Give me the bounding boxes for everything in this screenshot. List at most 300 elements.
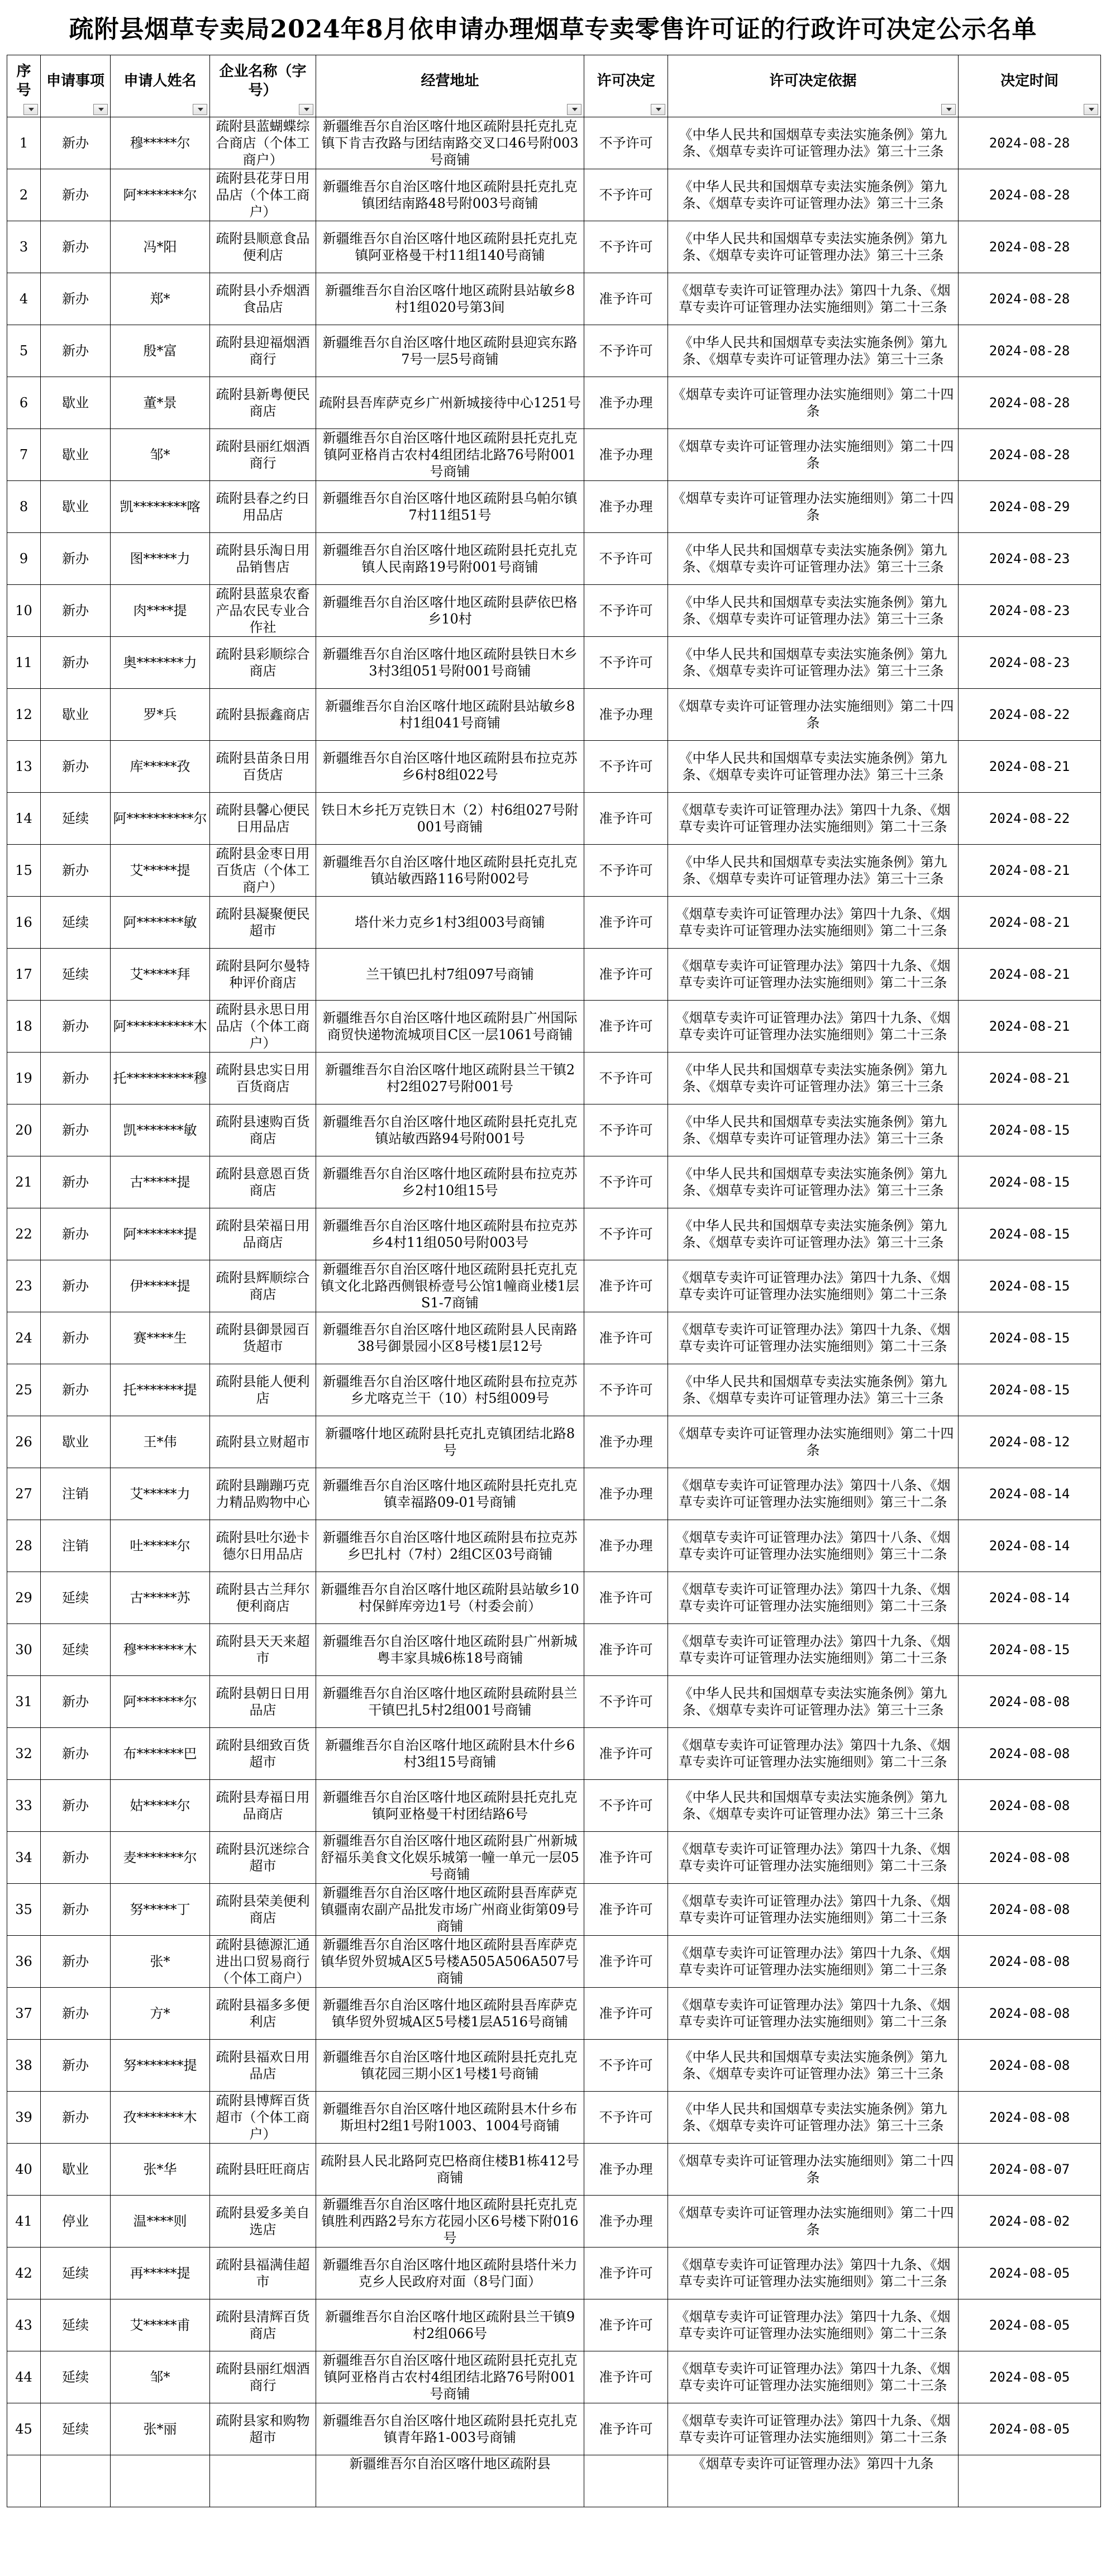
cell-date: 2024-08-21: [959, 1001, 1101, 1053]
cell-item: 歇业: [41, 481, 111, 533]
cell-name: 冯*阳: [111, 221, 210, 273]
cell-basis: 《烟草专卖许可证管理办法实施细则》第二十四条: [668, 689, 959, 741]
cell-name: 凯*******敏: [111, 1104, 210, 1156]
cell-company: 疏附县花芽日用品店（个体工商户）: [210, 169, 316, 221]
table-row: [7, 169, 1101, 221]
cell-name: 麦*******尔: [111, 1832, 210, 1884]
filter-dropdown-button[interactable]: [567, 104, 581, 115]
cell-company: 疏附县顺意食品便利店: [210, 221, 316, 273]
filter-dropdown-button[interactable]: [193, 104, 207, 115]
cell-decision: 不予许可: [584, 1053, 668, 1104]
cell-date: 2024-08-02: [959, 2196, 1101, 2248]
cell-date: 2024-08-08: [959, 1988, 1101, 2040]
cell-name: 托*******提: [111, 1364, 210, 1416]
cell-item: 新办: [41, 1676, 111, 1728]
cell-address: 新疆维吾尔自治区喀什地区疏附县铁日木乡3村3组051号附001号商铺: [316, 637, 584, 689]
cell-company: 疏附县清辉百货商店: [210, 2299, 316, 2351]
header-name: 申请人姓名: [111, 55, 210, 117]
permit-table: [7, 55, 1101, 2507]
cell-basis: 《中华人民共和国烟草专卖法实施条例》第九条、《烟草专卖许可证管理办法》第三十三条: [668, 1156, 959, 1208]
cell-date: 2024-08-21: [959, 949, 1101, 1001]
cell-basis: 《中华人民共和国烟草专卖法实施条例》第九条、《烟草专卖许可证管理办法》第三十三条: [668, 845, 959, 897]
cell-decision: 准予许可: [584, 1001, 668, 1053]
cell-decision: 准予许可: [584, 1624, 668, 1676]
cell-no: 11: [7, 637, 41, 689]
cell-name: 王*伟: [111, 1416, 210, 1468]
cell-address: 新疆维吾尔自治区喀什地区疏附县吾库萨克镇疆南农副产品批发市场广州商业街第09号商铺: [316, 1884, 584, 1936]
cell-name: 张*华: [111, 2144, 210, 2196]
table-row: [7, 1364, 1101, 1416]
cell-basis: 《烟草专卖许可证管理办法实施细则》第二十四条: [668, 2144, 959, 2196]
cell-no: 19: [7, 1053, 41, 1104]
cell-no: 26: [7, 1416, 41, 1468]
cell-item: 新办: [41, 221, 111, 273]
cell-basis: 《烟草专卖许可证管理办法实施细则》第二十四条: [668, 377, 959, 429]
cell-address: 新疆维吾尔自治区喀什地区疏附县广州新城粤丰家具城6栋18号商铺: [316, 1624, 584, 1676]
table-row: [7, 117, 1101, 169]
cell-company: 疏附县乐淘日用品销售店: [210, 533, 316, 585]
cell-item: 歇业: [41, 377, 111, 429]
cell-item: 新办: [41, 1208, 111, 1260]
cell-decision: 准予许可: [584, 1260, 668, 1312]
cell-address: 铁日木乡托万克铁日木（2）村6组027号附001号商铺: [316, 793, 584, 845]
table-row: [7, 637, 1101, 689]
cell-no: 7: [7, 429, 41, 481]
header-row: [7, 55, 1101, 117]
cell-basis: 《烟草专卖许可证管理办法》第四十九条、《烟草专卖许可证管理办法实施细则》第二十三条: [668, 2403, 959, 2455]
cell-decision: 准予许可: [584, 1884, 668, 1936]
filter-dropdown-button[interactable]: [651, 104, 665, 115]
cell-basis: 《烟草专卖许可证管理办法》第四十八条、《烟草专卖许可证管理办法实施细则》第三十二条: [668, 1520, 959, 1572]
cell-decision: 不予许可: [584, 1104, 668, 1156]
cell-address: 新疆维吾尔自治区喀什地区疏附县布拉克苏乡2村10组15号: [316, 1156, 584, 1208]
cell-basis: 《中华人民共和国烟草专卖法实施条例》第九条、《烟草专卖许可证管理办法》第三十三条: [668, 1364, 959, 1416]
cell-company: 疏附县春之约日用品店: [210, 481, 316, 533]
cell-basis: 《烟草专卖许可证管理办法》第四十九条、《烟草专卖许可证管理办法实施细则》第二十三条: [668, 793, 959, 845]
cell-no: 21: [7, 1156, 41, 1208]
cell-date: 2024-08-08: [959, 1780, 1101, 1832]
cell-address: 新疆维吾尔自治区喀什地区疏附县兰干镇2村2组027号附001号: [316, 1053, 584, 1104]
table-row: [7, 2299, 1101, 2351]
cell-company: 疏附县新粤便民商店: [210, 377, 316, 429]
cell-no: 10: [7, 585, 41, 637]
cell-basis: 《烟草专卖许可证管理办法》第四十九条、《烟草专卖许可证管理办法实施细则》第二十三条: [668, 949, 959, 1001]
table-row: [7, 1624, 1101, 1676]
cell-no: 23: [7, 1260, 41, 1312]
cell-basis: 《中华人民共和国烟草专卖法实施条例》第九条、《烟草专卖许可证管理办法》第三十三条: [668, 637, 959, 689]
cell-date: 2024-08-08: [959, 1832, 1101, 1884]
cell-name: 孜*******木: [111, 2092, 210, 2144]
cell-basis: 《中华人民共和国烟草专卖法实施条例》第九条、《烟草专卖许可证管理办法》第三十三条: [668, 1780, 959, 1832]
cell-no: 5: [7, 325, 41, 377]
table-row: [7, 377, 1101, 429]
table-row: [7, 845, 1101, 897]
cell-item: 新办: [41, 1936, 111, 1988]
cell-basis: 《中华人民共和国烟草专卖法实施条例》第九条、《烟草专卖许可证管理办法》第三十三条: [668, 221, 959, 273]
cell-decision: 不予许可: [584, 741, 668, 793]
cell-item: 新办: [41, 585, 111, 637]
cell-item: 新办: [41, 741, 111, 793]
cell-date: 2024-08-15: [959, 1260, 1101, 1312]
cell-decision: 准予办理: [584, 429, 668, 481]
cell-date: 2024-08-23: [959, 533, 1101, 585]
cell-date: 2024-08-21: [959, 1053, 1101, 1104]
cell-address: 新疆维吾尔自治区喀什地区疏附县木什乡6村3组15号商铺: [316, 1728, 584, 1780]
cell-company: 疏附县荣美便利商店: [210, 1884, 316, 1936]
table-row: [7, 2144, 1101, 2196]
cell-company: 疏附县福多多便利店: [210, 1988, 316, 2040]
table-row: [7, 1208, 1101, 1260]
table-row: [7, 949, 1101, 1001]
cell-no: 3: [7, 221, 41, 273]
cell-no: 32: [7, 1728, 41, 1780]
cell-decision: 准予许可: [584, 793, 668, 845]
cell-company: 疏附县天天来超市: [210, 1624, 316, 1676]
cell-date: 2024-08-21: [959, 897, 1101, 949]
filter-dropdown-button[interactable]: [299, 104, 313, 115]
cell-basis: 《烟草专卖许可证管理办法实施细则》第二十四条: [668, 481, 959, 533]
cell-address: 新疆维吾尔自治区喀什地区疏附县托克扎克镇幸福路09-01号商铺: [316, 1468, 584, 1520]
cell-address: 新疆维吾尔自治区喀什地区疏附县迎宾东路7号一层5号商铺: [316, 325, 584, 377]
cell-no: 29: [7, 1572, 41, 1624]
cell-basis: 《烟草专卖许可证管理办法》第四十九条、《烟草专卖许可证管理办法实施细则》第二十三条: [668, 1312, 959, 1364]
cell-name: 艾*****拜: [111, 949, 210, 1001]
cell-address: 新疆维吾尔自治区喀什地区疏附县托克扎克镇阿亚格肖古农村4组团结北路76号附001号商铺: [316, 2351, 584, 2403]
filter-dropdown-button[interactable]: [93, 104, 108, 115]
cell-date: 2024-08-05: [959, 2248, 1101, 2299]
cell-address: 新疆维吾尔自治区喀什地区疏附县疏附县兰干镇巴扎5村2组001号商铺: [316, 1676, 584, 1728]
cell-basis: 《中华人民共和国烟草专卖法实施条例》第九条、《烟草专卖许可证管理办法》第三十三条: [668, 741, 959, 793]
cell-address: 新疆维吾尔自治区喀什地区疏附县托克扎克镇胜利西路2号东方花园小区6号楼下附016号: [316, 2196, 584, 2248]
cell-address: 新疆维吾尔自治区喀什地区疏附县布拉克苏乡尤喀克兰干（10）村5组009号: [316, 1364, 584, 1416]
table-row: [7, 1832, 1101, 1884]
cell-name: 邹*: [111, 429, 210, 481]
filter-dropdown-button[interactable]: [1084, 104, 1098, 115]
cell-basis: 《中华人民共和国烟草专卖法实施条例》第九条、《烟草专卖许可证管理办法》第三十三条: [668, 117, 959, 169]
header-basis: 许可决定依据: [668, 55, 959, 117]
cell-item: 延续: [41, 949, 111, 1001]
cell-item: 新办: [41, 637, 111, 689]
cell-basis: 《烟草专卖许可证管理办法实施细则》第二十四条: [668, 1416, 959, 1468]
cell-no: 8: [7, 481, 41, 533]
cell-address: 新疆维吾尔自治区喀什地区疏附县: [316, 2455, 584, 2507]
cell-company: 疏附县辉顺综合商店: [210, 1260, 316, 1312]
cell-no: 44: [7, 2351, 41, 2403]
cell-item: 新办: [41, 1364, 111, 1416]
cell-basis: 《烟草专卖许可证管理办法》第四十九条、《烟草专卖许可证管理办法实施细则》第二十三条: [668, 897, 959, 949]
cell-company: 疏附县丽红烟酒商行: [210, 2351, 316, 2403]
header-no: 序号: [7, 55, 41, 117]
cell-date: 2024-08-22: [959, 689, 1101, 741]
cell-no: 37: [7, 1988, 41, 2040]
table-row: [7, 1936, 1101, 1988]
cell-company: 疏附县阿尔曼特种评价商店: [210, 949, 316, 1001]
cell-decision: 准予办理: [584, 2144, 668, 2196]
cell-name: 凯********喀: [111, 481, 210, 533]
cell-company: 疏附县旺旺商店: [210, 2144, 316, 2196]
cell-decision: 准予许可: [584, 1832, 668, 1884]
cell-address: 疏附县吾库萨克乡广州新城接待中心1251号: [316, 377, 584, 429]
cell-date: 2024-08-29: [959, 481, 1101, 533]
cell-name: 艾*****力: [111, 1468, 210, 1520]
cell-decision: 不予许可: [584, 1156, 668, 1208]
cell-basis: 《烟草专卖许可证管理办法》第四十九条、《烟草专卖许可证管理办法实施细则》第二十三条: [668, 273, 959, 325]
cell-name: 阿*******提: [111, 1208, 210, 1260]
table-row: [7, 1988, 1101, 2040]
cell-company: 疏附县荣福日用品商店: [210, 1208, 316, 1260]
cell-company: 疏附县细致百货超市: [210, 1728, 316, 1780]
table-row: [7, 585, 1101, 637]
cell-name: 肉****提: [111, 585, 210, 637]
header-decision: 许可决定: [584, 55, 668, 117]
cell-date: 2024-08-05: [959, 2299, 1101, 2351]
cell-item: 延续: [41, 2351, 111, 2403]
cell-no: 18: [7, 1001, 41, 1053]
cell-name: 古*****提: [111, 1156, 210, 1208]
cell-basis: 《中华人民共和国烟草专卖法实施条例》第九条、《烟草专卖许可证管理办法》第三十三条: [668, 1104, 959, 1156]
cell-date: 2024-08-08: [959, 1884, 1101, 1936]
cell-basis: 《烟草专卖许可证管理办法实施细则》第二十四条: [668, 429, 959, 481]
cell-decision: 不予许可: [584, 1676, 668, 1728]
cell-item: 新办: [41, 2040, 111, 2092]
cell-decision: 准予办理: [584, 1520, 668, 1572]
cell-no: 4: [7, 273, 41, 325]
cell-company: [210, 2455, 316, 2507]
cell-decision: 不予许可: [584, 1208, 668, 1260]
cell-address: 新疆维吾尔自治区喀什地区疏附县木什乡布斯坦村2组1号附1003、1004号商铺: [316, 2092, 584, 2144]
cell-basis: 《中华人民共和国烟草专卖法实施条例》第九条、《烟草专卖许可证管理办法》第三十三条: [668, 585, 959, 637]
header-date: 决定时间: [959, 55, 1101, 117]
table-row: [7, 533, 1101, 585]
cell-company: 疏附县吐尔逊卡德尔日用品店: [210, 1520, 316, 1572]
cell-address: 新疆维吾尔自治区喀什地区疏附县托克扎克镇人民南路19号附001号商铺: [316, 533, 584, 585]
cell-item: 注销: [41, 1468, 111, 1520]
cell-date: 2024-08-28: [959, 169, 1101, 221]
cell-date: 2024-08-15: [959, 1364, 1101, 1416]
table-row: [7, 1676, 1101, 1728]
cell-name: 赛****生: [111, 1312, 210, 1364]
cell-item: 新办: [41, 1156, 111, 1208]
cell-company: 疏附县蓝泉农畜产品农民专业合作社: [210, 585, 316, 637]
header-company: 企业名称（字号）: [210, 55, 316, 117]
cell-decision: 不予许可: [584, 221, 668, 273]
cell-item: 新办: [41, 845, 111, 897]
cell-basis: 《烟草专卖许可证管理办法》第四十九条: [668, 2455, 959, 2507]
cell-item: 新办: [41, 533, 111, 585]
cell-decision: 准予办理: [584, 689, 668, 741]
cell-company: 疏附县迎福烟酒商行: [210, 325, 316, 377]
cell-date: 2024-08-15: [959, 1156, 1101, 1208]
cell-no: 36: [7, 1936, 41, 1988]
cell-decision: 不予许可: [584, 533, 668, 585]
cell-address: 新疆维吾尔自治区喀什地区疏附县兰干镇9村2组066号: [316, 2299, 584, 2351]
cell-item: 歇业: [41, 429, 111, 481]
table-row: [7, 1468, 1101, 1520]
cell-no: 40: [7, 2144, 41, 2196]
table-row: [7, 741, 1101, 793]
cell-item: 歇业: [41, 1416, 111, 1468]
cell-address: 疏附县人民北路阿克巴格商住楼B1栋412号商铺: [316, 2144, 584, 2196]
cell-company: 疏附县福欢日用品店: [210, 2040, 316, 2092]
table-row: [7, 689, 1101, 741]
cell-address: 新疆维吾尔自治区喀什地区疏附县萨依巴格乡10村: [316, 585, 584, 637]
cell-no: 14: [7, 793, 41, 845]
cell-no: 20: [7, 1104, 41, 1156]
cell-item: 歇业: [41, 689, 111, 741]
cell-decision: 不予许可: [584, 325, 668, 377]
cell-no: 2: [7, 169, 41, 221]
cell-name: 吐*****尔: [111, 1520, 210, 1572]
cell-no: 15: [7, 845, 41, 897]
cell-name: 再*****提: [111, 2248, 210, 2299]
cell-decision: 准予许可: [584, 2248, 668, 2299]
cell-address: 新疆喀什地区疏附县托克扎克镇团结北路8号: [316, 1416, 584, 1468]
cell-item: 新办: [41, 1260, 111, 1312]
cell-decision: 不予许可: [584, 1780, 668, 1832]
cell-company: 疏附县德源汇通进出口贸易商行（个体工商户）: [210, 1936, 316, 1988]
cell-address: 新疆维吾尔自治区喀什地区疏附县托克扎克镇阿亚格肖古农村4组团结北路76号附001号商铺: [316, 429, 584, 481]
cell-address: 新疆维吾尔自治区喀什地区疏附县广州国际商贸快递物流城项目C区一层1061号商铺: [316, 1001, 584, 1053]
cell-item: 新办: [41, 169, 111, 221]
cell-name: 努*******提: [111, 2040, 210, 2092]
cell-company: 疏附县永思日用品店（个体工商户）: [210, 1001, 316, 1053]
cell-decision: 准予办理: [584, 2196, 668, 2248]
cell-basis: 《烟草专卖许可证管理办法》第四十九条、《烟草专卖许可证管理办法实施细则》第二十三条: [668, 1832, 959, 1884]
cell-address: 新疆维吾尔自治区喀什地区疏附县托克扎克镇青年路1-003号商铺: [316, 2403, 584, 2455]
cell-name: 托**********穆: [111, 1053, 210, 1104]
cell-name: 殷*富: [111, 325, 210, 377]
table-row: [7, 273, 1101, 325]
cell-address: 新疆维吾尔自治区喀什地区疏附县站敏乡8村1组041号商铺: [316, 689, 584, 741]
cell-address: 新疆维吾尔自治区喀什地区疏附县吾库萨克镇华贸外贸城A区5号楼A505A506A507号商铺: [316, 1936, 584, 1988]
cell-date: 2024-08-28: [959, 325, 1101, 377]
cell-no: 39: [7, 2092, 41, 2144]
cell-no: 45: [7, 2403, 41, 2455]
cell-item: 新办: [41, 1312, 111, 1364]
cell-name: 库*****孜: [111, 741, 210, 793]
cell-no: 1: [7, 117, 41, 169]
cell-decision: 准予许可: [584, 949, 668, 1001]
filter-dropdown-button[interactable]: [23, 104, 38, 115]
cell-date: 2024-08-28: [959, 273, 1101, 325]
cell-basis: 《中华人民共和国烟草专卖法实施条例》第九条、《烟草专卖许可证管理办法》第三十三条: [668, 1053, 959, 1104]
table-row: [7, 1728, 1101, 1780]
cell-item: 新办: [41, 1104, 111, 1156]
table-body: [7, 117, 1101, 2507]
cell-name: 温****则: [111, 2196, 210, 2248]
cell-name: 阿*******敏: [111, 897, 210, 949]
cell-name: 伊*****提: [111, 1260, 210, 1312]
cell-name: 穆*******木: [111, 1624, 210, 1676]
cell-basis: 《烟草专卖许可证管理办法》第四十九条、《烟草专卖许可证管理办法实施细则》第二十三条: [668, 1936, 959, 1988]
cell-no: 12: [7, 689, 41, 741]
cell-no: 33: [7, 1780, 41, 1832]
cell-decision: 准予许可: [584, 897, 668, 949]
cell-date: 2024-08-21: [959, 845, 1101, 897]
cell-name: 艾*****提: [111, 845, 210, 897]
cell-company: 疏附县御景园百货超市: [210, 1312, 316, 1364]
cell-address: 新疆维吾尔自治区喀什地区疏附县塔什米力克乡人民政府对面（8号门面）: [316, 2248, 584, 2299]
cell-name: 邹*: [111, 2351, 210, 2403]
cell-decision: 准予办理: [584, 481, 668, 533]
cell-decision: 准予许可: [584, 1572, 668, 1624]
cell-basis: 《中华人民共和国烟草专卖法实施条例》第九条、《烟草专卖许可证管理办法》第三十三条: [668, 533, 959, 585]
cell-no: 9: [7, 533, 41, 585]
cell-company: 疏附县速购百货商店: [210, 1104, 316, 1156]
cell-company: 疏附县朝日日用品店: [210, 1676, 316, 1728]
cell-company: 疏附县福满佳超市: [210, 2248, 316, 2299]
table-row: [7, 2040, 1101, 2092]
cell-decision: 不予许可: [584, 585, 668, 637]
cell-company: 疏附县寿福日用品商店: [210, 1780, 316, 1832]
cell-no: 24: [7, 1312, 41, 1364]
cell-company: 疏附县立财超市: [210, 1416, 316, 1468]
cell-decision: [584, 2455, 668, 2507]
cell-address: 新疆维吾尔自治区喀什地区疏附县站敏乡8村1组020号第3间: [316, 273, 584, 325]
cell-company: 疏附县蹦蹦巧克力精品购物中心: [210, 1468, 316, 1520]
cell-address: 新疆维吾尔自治区喀什地区疏附县布拉克苏乡6村8组022号: [316, 741, 584, 793]
cell-item: 新办: [41, 325, 111, 377]
cell-no: 30: [7, 1624, 41, 1676]
cell-no: [7, 2455, 41, 2507]
cell-address: 新疆维吾尔自治区喀什地区疏附县托克扎克镇站敏西路116号附002号: [316, 845, 584, 897]
cell-item: 延续: [41, 2248, 111, 2299]
cell-date: 2024-08-14: [959, 1520, 1101, 1572]
cell-basis: 《中华人民共和国烟草专卖法实施条例》第九条、《烟草专卖许可证管理办法》第三十三条: [668, 1208, 959, 1260]
cell-name: 穆*****尔: [111, 117, 210, 169]
filter-dropdown-button[interactable]: [941, 104, 956, 115]
cell-item: [41, 2455, 111, 2507]
cell-company: 疏附县苗条日用百货店: [210, 741, 316, 793]
table-row: [7, 1416, 1101, 1468]
cell-company: 疏附县蓝蝴蝶综合商店（个体工商户）: [210, 117, 316, 169]
table-row: [7, 897, 1101, 949]
cell-item: 歇业: [41, 2144, 111, 2196]
cell-item: 新办: [41, 1884, 111, 1936]
cell-basis: 《烟草专卖许可证管理办法》第四十九条、《烟草专卖许可证管理办法实施细则》第二十三条: [668, 1624, 959, 1676]
cell-date: 2024-08-14: [959, 1572, 1101, 1624]
cell-decision: 准予许可: [584, 1988, 668, 2040]
cell-company: 疏附县博辉百货超市（个体工商户）: [210, 2092, 316, 2144]
cell-date: 2024-08-23: [959, 585, 1101, 637]
cell-basis: 《烟草专卖许可证管理办法》第四十八条、《烟草专卖许可证管理办法实施细则》第三十二条: [668, 1468, 959, 1520]
cell-no: 35: [7, 1884, 41, 1936]
cell-no: 38: [7, 2040, 41, 2092]
cell-no: 6: [7, 377, 41, 429]
cell-company: 疏附县金枣日用百货店（个体工商户）: [210, 845, 316, 897]
cell-no: 22: [7, 1208, 41, 1260]
cell-no: 25: [7, 1364, 41, 1416]
cell-decision: 准予许可: [584, 1312, 668, 1364]
cell-name: 郑*: [111, 273, 210, 325]
cell-basis: 《烟草专卖许可证管理办法》第四十九条、《烟草专卖许可证管理办法实施细则》第二十三条: [668, 1988, 959, 2040]
cell-company: 疏附县小乔烟酒食品店: [210, 273, 316, 325]
table-row: [7, 1104, 1101, 1156]
cell-date: [959, 2455, 1101, 2507]
cell-decision: 不予许可: [584, 1364, 668, 1416]
table-row: [7, 1001, 1101, 1053]
cell-company: 疏附县能人便利店: [210, 1364, 316, 1416]
cell-name: 姑*****尔: [111, 1780, 210, 1832]
cell-address: 新疆维吾尔自治区喀什地区疏附县托克扎克镇阿亚格曼干村11组140号商铺: [316, 221, 584, 273]
cell-decision: 准予许可: [584, 1728, 668, 1780]
cell-date: 2024-08-28: [959, 377, 1101, 429]
cell-basis: 《烟草专卖许可证管理办法实施细则》第二十四条: [668, 2196, 959, 2248]
cell-item: 新办: [41, 117, 111, 169]
cell-item: 延续: [41, 2403, 111, 2455]
cell-date: 2024-08-08: [959, 1936, 1101, 1988]
cell-decision: 不予许可: [584, 637, 668, 689]
